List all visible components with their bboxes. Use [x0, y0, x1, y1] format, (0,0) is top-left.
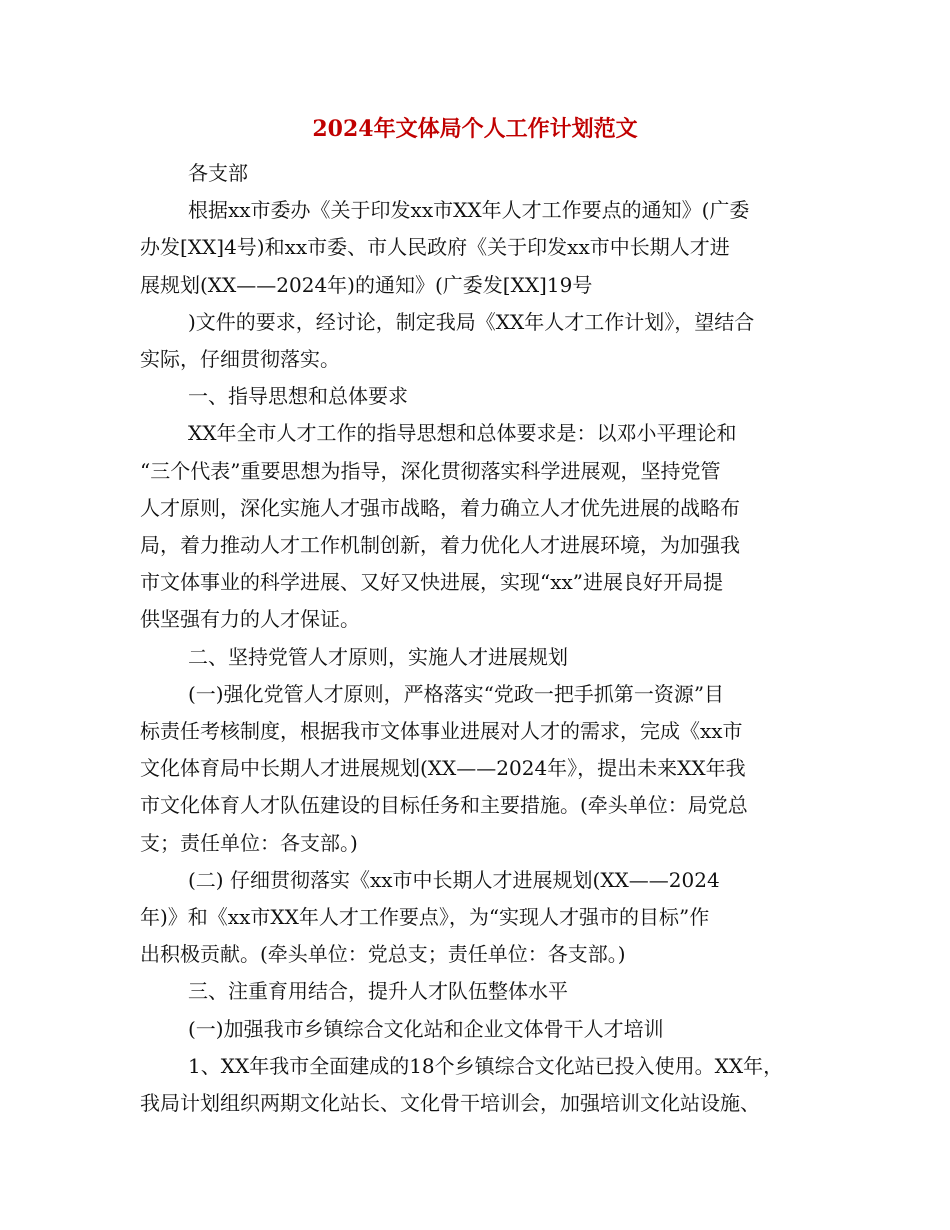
- body-line: “三个代表”重要思想为指导，深化贯彻落实科学进展观，坚持党管: [140, 458, 721, 483]
- body-line: 各支部: [188, 161, 248, 185]
- body-line: 支；责任单位：各支部。): [140, 830, 358, 855]
- body-line: 市文化体育人才队伍建设的目标任务和主要措施。(牵头单位：局党总: [140, 793, 748, 818]
- subsection-heading: (一)加强我市乡镇综合文化站和企业文体骨干人才培训: [188, 1016, 664, 1041]
- section-heading: 三、注重育用结合，提升人才队伍整体水平: [188, 979, 568, 1004]
- body-line: 文化体育局中长期人才进展规划(XX——2024年》，提出未来XX年我: [140, 756, 746, 781]
- document-body: [140, 155, 816, 1122]
- body-line: 出积极贡献。(牵头单位：党总支；责任单位：各支部。): [140, 942, 626, 967]
- body-line: 人才原则，深化实施人才强市战略，着力确立人才优先进展的战略布: [140, 495, 740, 520]
- body-line: 办发[XX]4号)和xx市委、市人民政府《关于印发xx市中长期人才进: [140, 235, 730, 260]
- document-title: 2024年文体局个人工作计划范文: [312, 116, 638, 142]
- body-line: 年)》和《xx市XX年人才工作要点》，为“实现人才强市的目标”作: [140, 905, 710, 930]
- body-line: 1、XX年我市全面建成的18个乡镇综合文化站已投入使用。XX年，: [188, 1053, 784, 1078]
- body-line: XX年全市人才工作的指导思想和总体要求是：以邓小平理论和: [188, 421, 737, 446]
- body-line: 市文体事业的科学进展、又好又快进展，实现“xx”进展良好开局提: [140, 570, 724, 595]
- body-line: 根据xx市委办《关于印发xx市XX年人才工作要点的通知》(广委: [188, 198, 750, 223]
- body-line: 展规划(XX——2024年)的通知》(广委发[XX]19号: [140, 272, 593, 297]
- section-heading: 二、坚持党管人才原则，实施人才进展规划: [188, 644, 568, 669]
- section-heading: 一、指导思想和总体要求: [188, 384, 408, 409]
- body-line: 局，着力推动人才工作机制创新，着力优化人才进展环境，为加强我: [140, 533, 740, 558]
- body-line: 我局计划组织两期文化站长、文化骨干培训会，加强培训文化站设施、: [140, 1091, 760, 1116]
- body-line: (一)强化党管人才原则，严格落实“党政一把手抓第一资源”目: [188, 681, 725, 706]
- body-line: (二) 仔细贯彻落实《xx市中长期人才进展规划(XX——2024: [188, 867, 720, 892]
- body-line: 实际，仔细贯彻落实。: [140, 347, 340, 372]
- body-line: )文件的要求，经讨论，制定我局《XX年人才工作计划》，望结合: [188, 309, 755, 334]
- body-line: 供坚强有力的人才保证。: [140, 607, 360, 632]
- body-line: 标责任考核制度，根据我市文体事业进展对人才的需求，完成《xx市: [140, 719, 743, 744]
